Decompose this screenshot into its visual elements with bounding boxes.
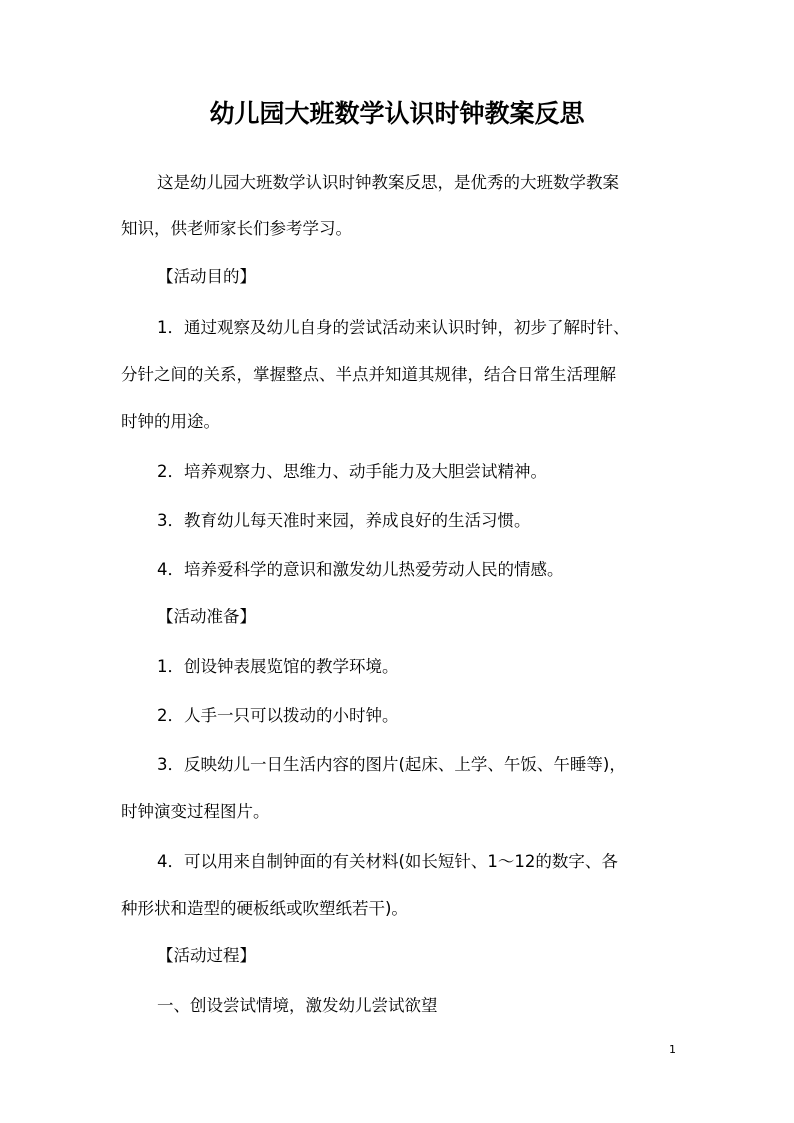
preparation-4-line-2: 种形状和造型的硬板纸或吹塑纸若干)。 <box>121 899 408 918</box>
section-heading-objectives: 【活动目的】 <box>157 267 256 286</box>
preparation-3-line-2: 时钟演变过程图片。 <box>121 802 270 821</box>
objective-3: 3．教育幼儿每天准时来园，养成良好的生活习惯。 <box>157 511 531 530</box>
objective-1-line-1: 1．通过观察及幼儿自身的尝试活动来认识时钟，初步了解时针、 <box>157 318 630 337</box>
preparation-4-line-1: 4．可以用来自制钟面的有关材料(如长短针、1～12的数字、各 <box>157 852 618 871</box>
objective-2: 2．培养观察力、思维力、动手能力及大胆尝试精神。 <box>157 462 547 481</box>
intro-line-2: 知识，供老师家长们参考学习。 <box>121 219 352 238</box>
objective-1-line-3: 时钟的用途。 <box>121 412 220 431</box>
document-title: 幼儿园大班数学认识时钟教案反思 <box>209 99 585 128</box>
preparation-1: 1．创设钟表展览馆的教学环境。 <box>157 657 399 676</box>
objective-4: 4．培养爱科学的意识和激发幼儿热爱劳动人民的情感。 <box>157 560 564 579</box>
section-heading-process: 【活动过程】 <box>157 946 256 965</box>
objective-1-line-2: 分针之间的关系，掌握整点、半点并知道其规律，结合日常生活理解 <box>121 365 616 384</box>
page-number: 1 <box>669 1043 676 1056</box>
process-step-1-heading: 一、创设尝试情境，激发幼儿尝试欲望 <box>157 996 438 1015</box>
preparation-2: 2．人手一只可以拨动的小时钟。 <box>157 706 399 725</box>
section-heading-preparation: 【活动准备】 <box>157 607 256 626</box>
preparation-3-line-1: 3．反映幼儿一日生活内容的图片(起床、上学、午饭、午睡等)， <box>157 755 626 774</box>
intro-line-1: 这是幼儿园大班数学认识时钟教案反思，是优秀的大班数学教案 <box>157 173 619 192</box>
